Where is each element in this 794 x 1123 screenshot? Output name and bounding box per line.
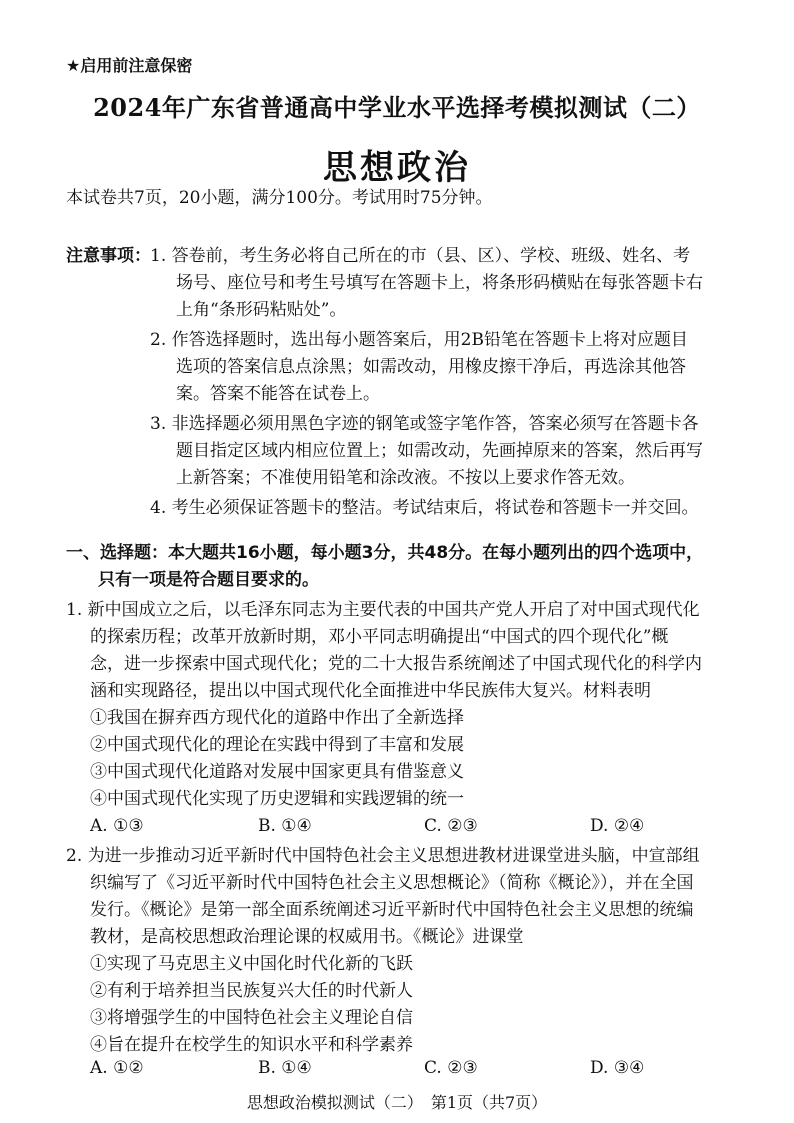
q1-stem-line-2: 的探索历程；改革开放新时期，邓小平同志明确提出“中国式的四个现代化”概	[90, 627, 669, 647]
note-3-line-3: 上新答案；不准使用铅笔和涂改液。不按以上要求作答无效。	[176, 468, 635, 488]
confidential-mark: ★启用前注意保密	[66, 56, 193, 75]
q1-statement-2: ②中国式现代化的理论在实践中得到了丰富和发展	[90, 735, 464, 755]
note-1-line-2: 场号、座位号和考生号填写在答题卡上，将条形码横贴在每张答题卡右	[176, 273, 703, 293]
note-2-line-3: 案。答案不能答在试卷上。	[176, 384, 380, 404]
exam-intro: 本试卷共7页，20小题，满分100分。考试用时75分钟。	[66, 188, 493, 208]
q2-statement-3: ③将增强学生的中国特色社会主义理论自信	[90, 1008, 413, 1028]
q2-option-c: C. ②③	[424, 1058, 478, 1078]
section-heading-line-2: 只有一项是符合题目要求的。	[98, 570, 319, 590]
q2-option-d: D. ③④	[590, 1058, 645, 1078]
q2-stem-line-3: 发行。《概论》是第一部全面系统阐述习近平新时代中国特色社会主义思想的统编	[90, 900, 694, 920]
note-1-line-1: 1. 答卷前，考生务必将自己所在的市（县、区）、学校、班级、姓名、考	[150, 246, 691, 266]
note-3-line-2: 题目指定区域内相应位置上；如需改动，先画掉原来的答案，然后再写	[176, 441, 703, 461]
note-3-line-1: 3. 非选择题必须用黑色字迹的钢笔或签字笔作答，答案必须写在答题卡各	[150, 414, 699, 434]
subject-title: 思想政治	[323, 148, 471, 188]
q1-stem-line-1: 1. 新中国成立之后，以毛泽东同志为主要代表的中国共产党人开启了对中国式现代化	[66, 600, 700, 620]
q1-statement-4: ④中国式现代化实现了历史逻辑和实践逻辑的统一	[90, 789, 464, 809]
q2-option-b: B. ①④	[258, 1058, 312, 1078]
q1-option-a: A. ①③	[90, 816, 144, 836]
q1-option-b: B. ①④	[258, 816, 312, 836]
note-2-line-2: 选项的答案信息点涂黑；如需改动，用橡皮擦干净后，再选涂其他答	[176, 357, 686, 377]
q2-statement-1: ①实现了马克思主义中国化时代化新的飞跃	[90, 954, 413, 974]
q1-statement-3: ③中国式现代化道路对发展中国家更具有借鉴意义	[90, 762, 464, 782]
section-heading-line-1: 一、选择题：本大题共16小题，每小题3分，共48分。在每小题列出的四个选项中，	[66, 543, 704, 563]
exam-title: 2024年广东省普通高中学业水平选择考模拟测试（二）	[93, 93, 701, 122]
q1-option-d: D. ②④	[590, 816, 645, 836]
note-4-line-1: 4. 考生必须保证答题卡的整洁。考试结束后，将试卷和答题卡一并交回。	[150, 498, 699, 518]
note-2-line-1: 2. 作答选择题时，选出每小题答案后，用2B铅笔在答题卡上将对应题目	[150, 330, 688, 350]
q2-option-a: A. ①②	[90, 1058, 144, 1078]
q1-option-c: C. ②③	[424, 816, 478, 836]
q1-stem-line-4: 涵和实现路径，提出以中国式现代化全面推进中华民族伟大复兴。材料表明	[90, 681, 651, 701]
q1-statement-1: ①我国在摒弃西方现代化的道路中作出了全新选择	[90, 708, 464, 728]
notes-label: 注意事项：	[66, 246, 151, 266]
q2-statement-4: ④旨在提升在校学生的知识水平和科学素养	[90, 1035, 413, 1055]
q2-stem-line-2: 织编写了《习近平新时代中国特色社会主义思想概论》（简称《概论》），并在全国	[90, 873, 694, 893]
q2-statement-2: ②有利于培养担当民族复兴大任的时代新人	[90, 981, 413, 1001]
q2-stem-line-4: 教材，是高校思想政治理论课的权威用书。《概论》进课堂	[90, 927, 524, 947]
q2-stem-line-1: 2. 为进一步推动习近平新时代中国特色社会主义思想进教材进课堂进头脑，中宣部组	[66, 846, 700, 866]
page-footer: 思想政治模拟测试（二） 第1页（共7页）	[246, 1093, 548, 1112]
note-1-line-3: 上角“条形码粘贴处”。	[176, 300, 347, 320]
q1-stem-line-3: 念，进一步探索中国式现代化；党的二十大报告系统阐述了中国式现代化的科学内	[90, 654, 702, 674]
